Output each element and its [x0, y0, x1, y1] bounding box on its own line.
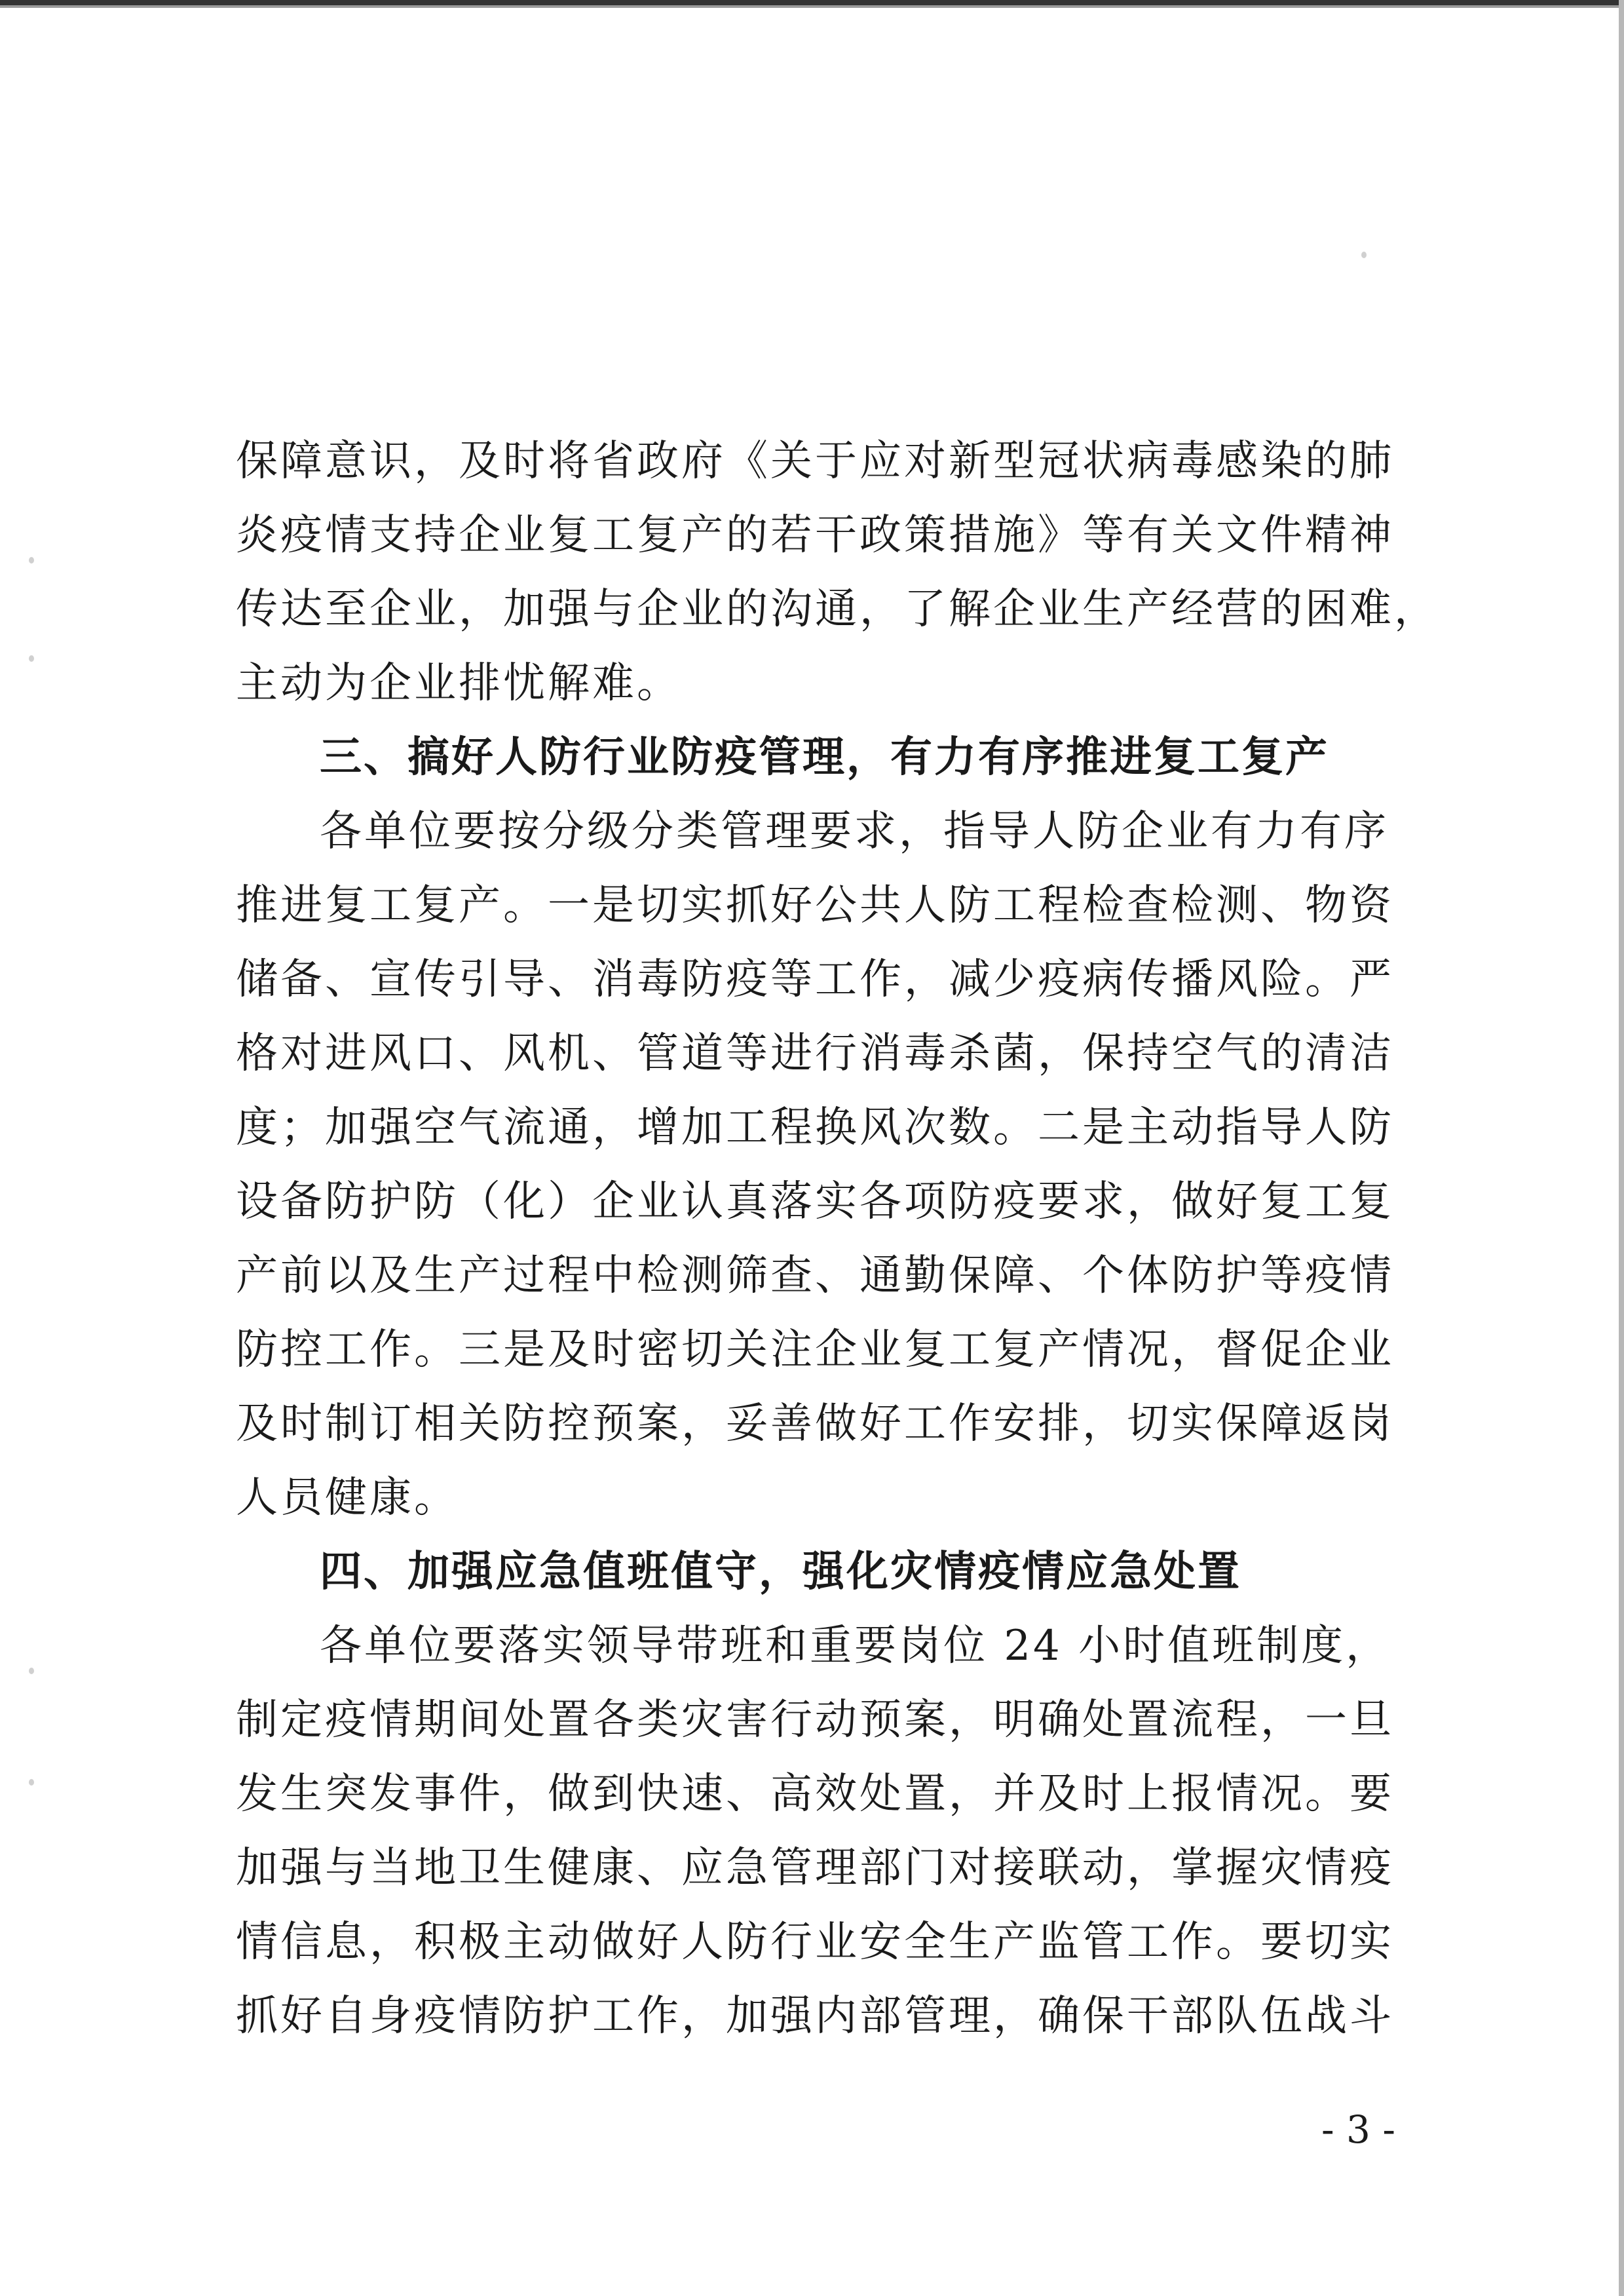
text-line: 各单位要按分级分类管理要求，指导人防企业有力有序 [320, 807, 1389, 856]
text-line: 各单位要落实领导带班和重要岗位 24 小时值班制度， [320, 1622, 1391, 1670]
document-body [236, 425, 1439, 2054]
text-line: 人员健康。 [236, 1474, 459, 1522]
text-line: 加强与当地卫生健康、应急管理部门对接联动，掌握灾情疫 [236, 1844, 1394, 1892]
text-line: 保障意识，及时将省政府《关于应对新型冠状病毒感染的肺 [236, 437, 1394, 486]
section-heading-4: 四、加强应急值班值守，强化灾情疫情应急处置 [320, 1548, 1241, 1596]
text-line: 设备防护防（化）企业认真落实各项防疫要求，做好复工复 [236, 1177, 1394, 1226]
text-line: 抓好自身疫情防护工作，加强内部管理，确保干部队伍战斗 [236, 1992, 1394, 2040]
text-line: 推进复工复产。一是切实抓好公共人防工程检查检测、物资 [236, 881, 1394, 930]
scan-top-border [0, 0, 1624, 5]
text-line: 格对进风口、风机、管道等进行消毒杀菌，保持空气的清洁 [236, 1029, 1394, 1078]
scan-speck [1361, 252, 1367, 258]
text-line: 制定疫情期间处置各类灾害行动预案，明确处置流程，一旦 [236, 1696, 1394, 1744]
text-line: 传达至企业，加强与企业的沟通，了解企业生产经营的困难， [236, 585, 1439, 634]
scan-speck [29, 557, 34, 564]
text-line: 度；加强空气流通，增加工程换风次数。二是主动指导人防 [236, 1103, 1394, 1152]
paragraph-continuation [236, 425, 1439, 721]
text-line: 发生突发事件，做到快速、高效处置，并及时上报情况。要 [236, 1770, 1394, 1818]
text-line: 防控工作。三是及时密切关注企业复工复产情况，督促企业 [236, 1326, 1394, 1374]
scan-speck [29, 655, 34, 662]
text-line: 储备、宣传引导、消毒防疫等工作，减少疫病传播风险。严 [236, 955, 1394, 1004]
scan-top-border-shade [0, 5, 1624, 8]
page-number: - 3 - [1321, 2107, 1395, 2152]
scan-speck [29, 1668, 34, 1674]
scan-right-edge [1619, 0, 1624, 2296]
text-line: 炎疫情支持企业复工复产的若干政策措施》等有关文件精神 [236, 511, 1394, 560]
text-line: 主动为企业排忧解难。 [236, 659, 681, 708]
paragraph-section-3 [236, 795, 1394, 1535]
scan-speck [29, 1779, 34, 1786]
text-line: 及时制订相关防控预案，妥善做好工作安排，切实保障返岗 [236, 1400, 1394, 1448]
section-heading-3: 三、搞好人防行业防疫管理，有力有序推进复工复产 [320, 733, 1329, 782]
text-line: 产前以及生产过程中检测筛查、通勤保障、个体防护等疫情 [236, 1252, 1394, 1300]
paragraph-section-4 [236, 1609, 1394, 2054]
text-line: 情信息，积极主动做好人防行业安全生产监管工作。要切实 [236, 1918, 1394, 1966]
